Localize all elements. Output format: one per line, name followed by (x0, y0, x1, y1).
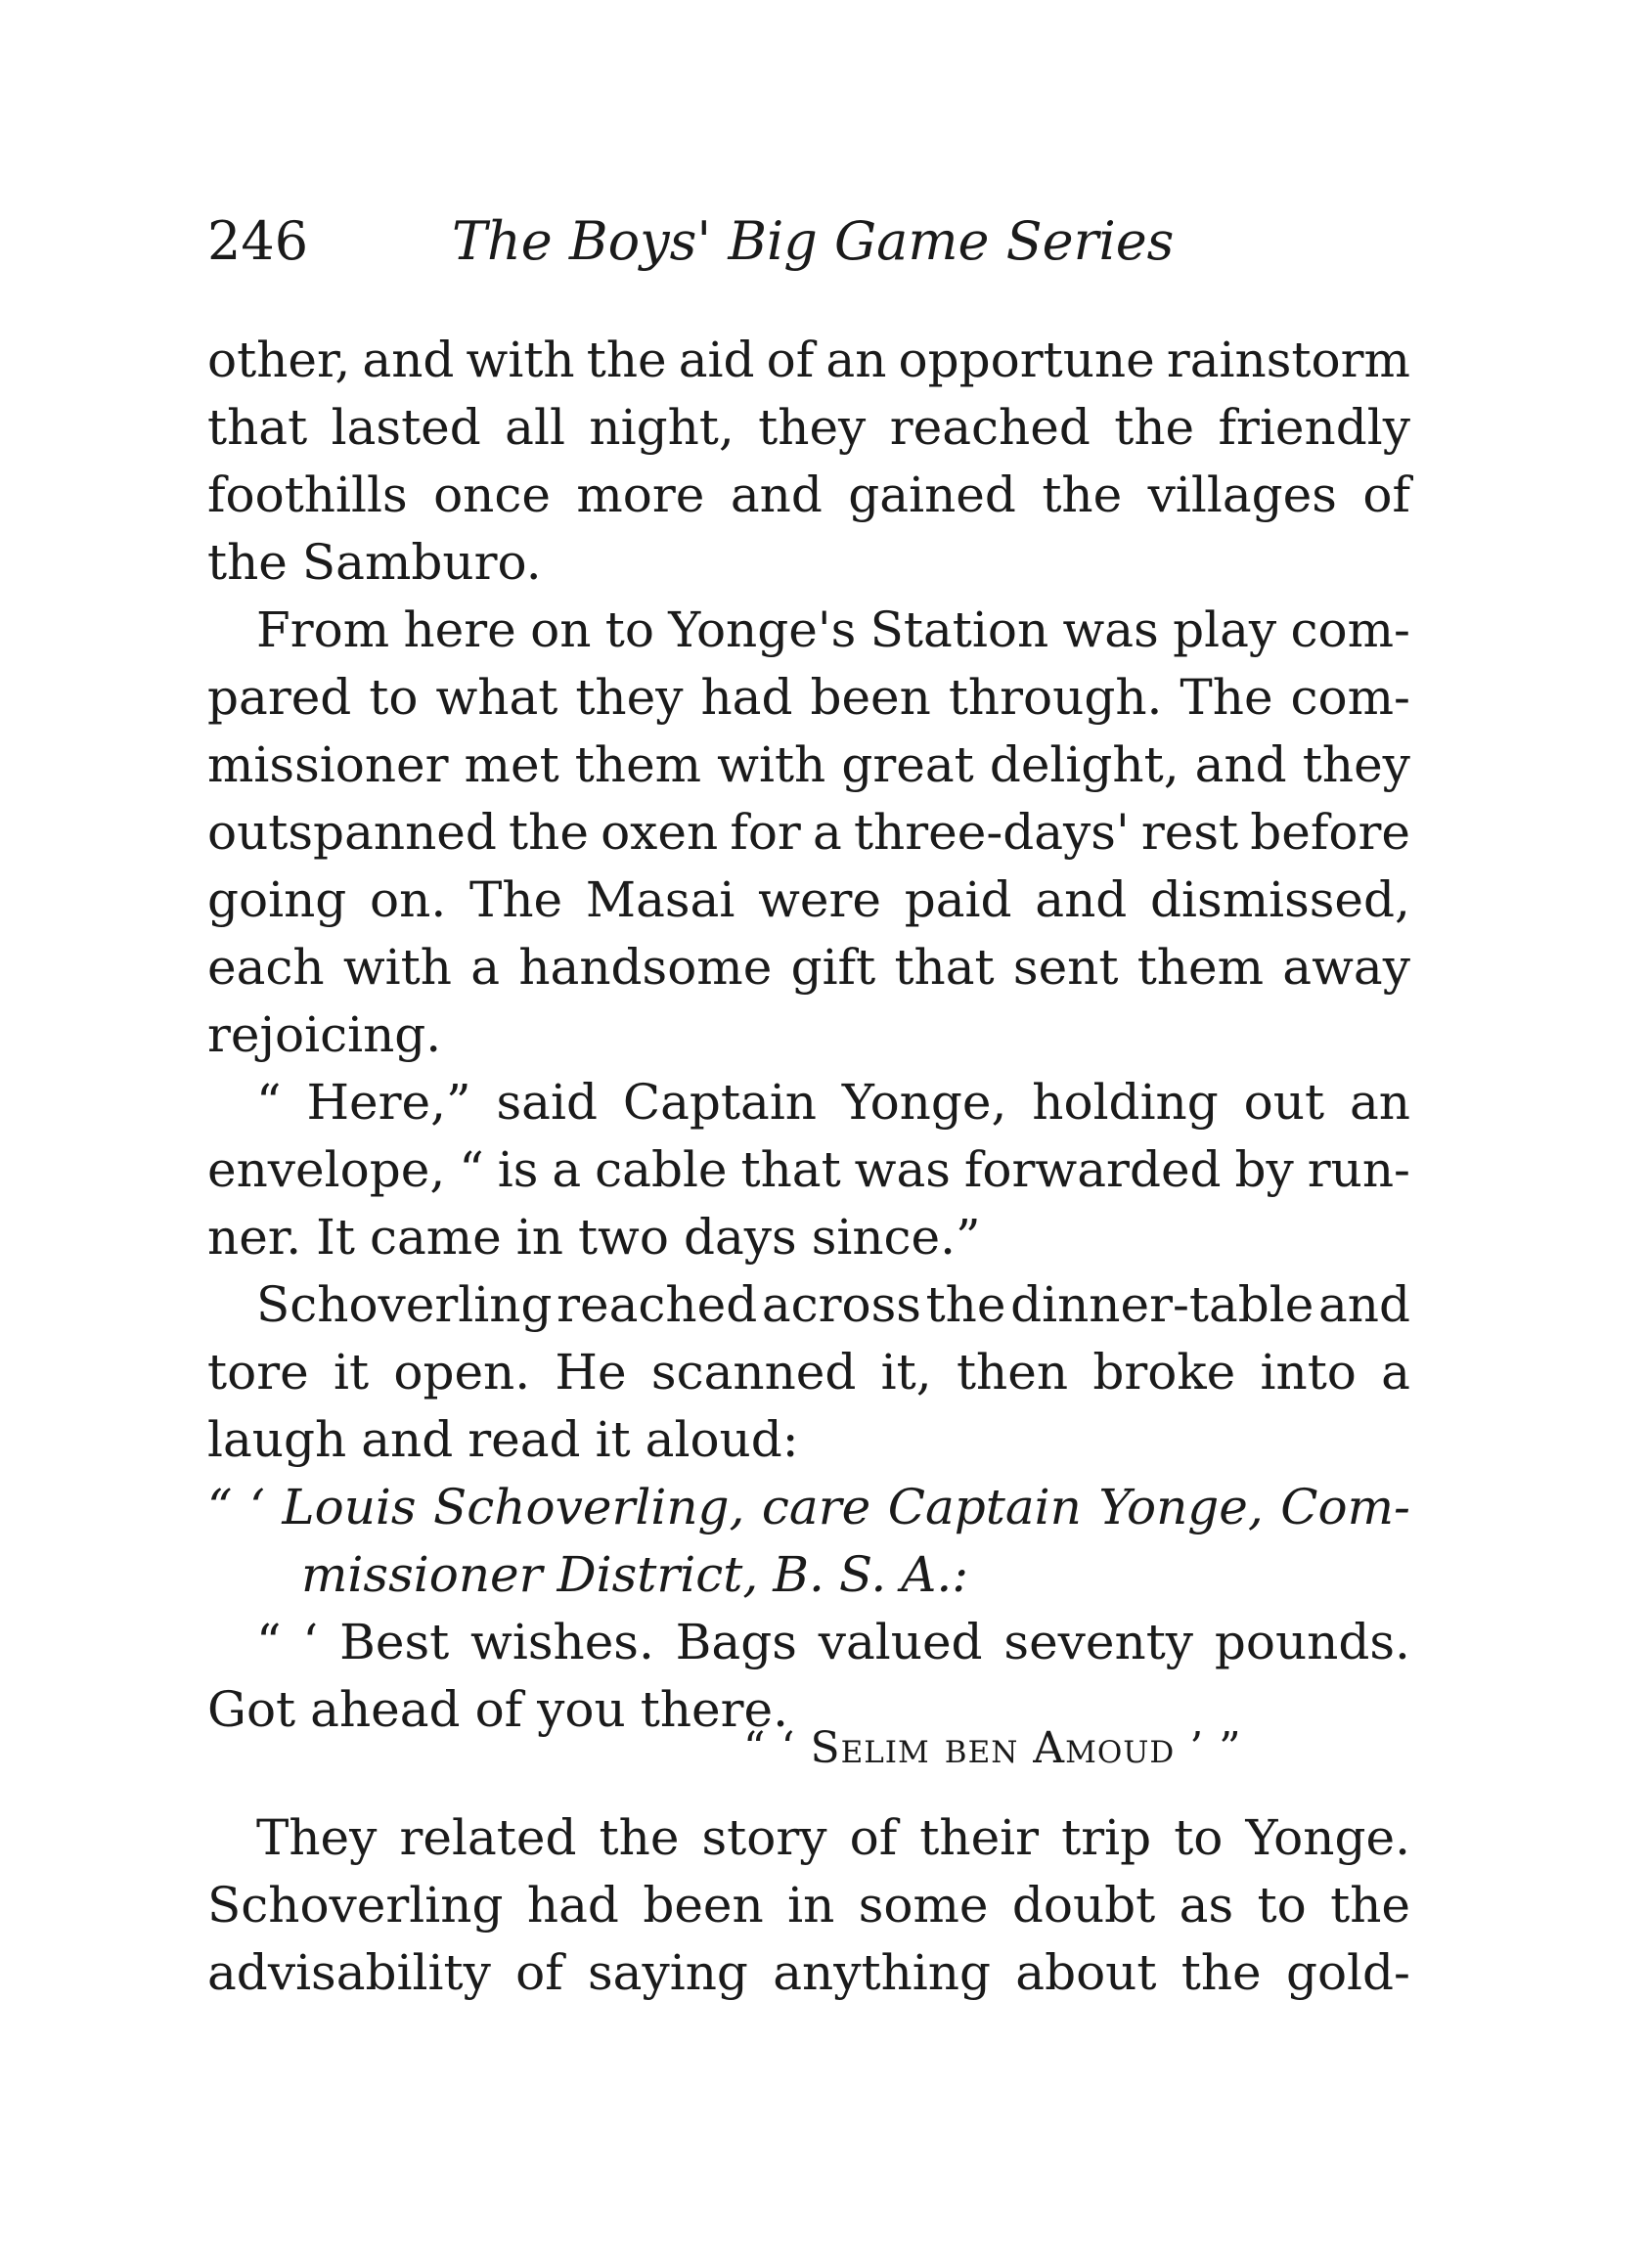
text-line: each with a handsome gift that sent them away (207, 939, 1410, 996)
paragraph-4 (207, 1271, 1410, 1474)
text-line: missioner met them with great delight, and they (207, 736, 1410, 793)
text-line: missioner District, B. S. A.: (301, 1546, 969, 1603)
text-line: pared to what they had been through. The com- (207, 669, 1410, 726)
text-line: advisability of saying anything about the gold- (207, 1944, 1410, 2001)
paragraph-5 (207, 1804, 1410, 2007)
text-line: “ Here,” said Captain Yonge, holding out an (256, 1074, 1410, 1131)
text-line: going on. The Masai were paid and dismissed, (207, 871, 1410, 928)
text-line: envelope, “ is a cable that was forwarded by run- (207, 1141, 1410, 1198)
text-line: Schoverling had been in some doubt as to the (207, 1877, 1410, 1934)
paragraph-1 (207, 327, 1410, 597)
text-line: ner. It came in two days since.” (207, 1209, 981, 1266)
paragraph-2 (207, 597, 1410, 1069)
text-line: Schoverling reached across the dinner-table and (256, 1276, 1410, 1333)
text-line: foothills once more and gained the villages of (207, 467, 1410, 523)
text-line: other, and with the aid of an opportune rainstorm (207, 332, 1410, 388)
running-title: The Boys' Big Game Series (452, 210, 1175, 272)
text-line: They related the story of their trip to Yonge. (256, 1809, 1410, 1866)
page-number: 246 (207, 210, 309, 272)
text-line: From here on to Yonge's Station was play com- (256, 601, 1410, 658)
text-line: that lasted all night, they reached the friendly (207, 399, 1410, 456)
paragraph-3 (207, 1069, 1410, 1271)
text-line: tore it open. He scanned it, then broke into a (207, 1344, 1410, 1401)
cable-signature: “ ‘ Selim ben Amoud ’ ” (743, 1723, 1242, 1773)
text-line: rejoicing. (207, 1006, 442, 1063)
cable-address (207, 1474, 1410, 1609)
page-header (207, 207, 1185, 276)
text-line: “ ‘ Best wishes. Bags valued seventy pounds. (256, 1614, 1410, 1670)
text-line: Got ahead of you there. (207, 1681, 789, 1738)
text-line: the Samburo. (207, 534, 542, 591)
text-line: “ ‘ Louis Schoverling, care Captain Yonge, Com- (207, 1479, 1410, 1535)
text-line: laugh and read it aloud: (207, 1411, 799, 1468)
text-line: outspanned the oxen for a three-days' rest before (207, 804, 1410, 861)
